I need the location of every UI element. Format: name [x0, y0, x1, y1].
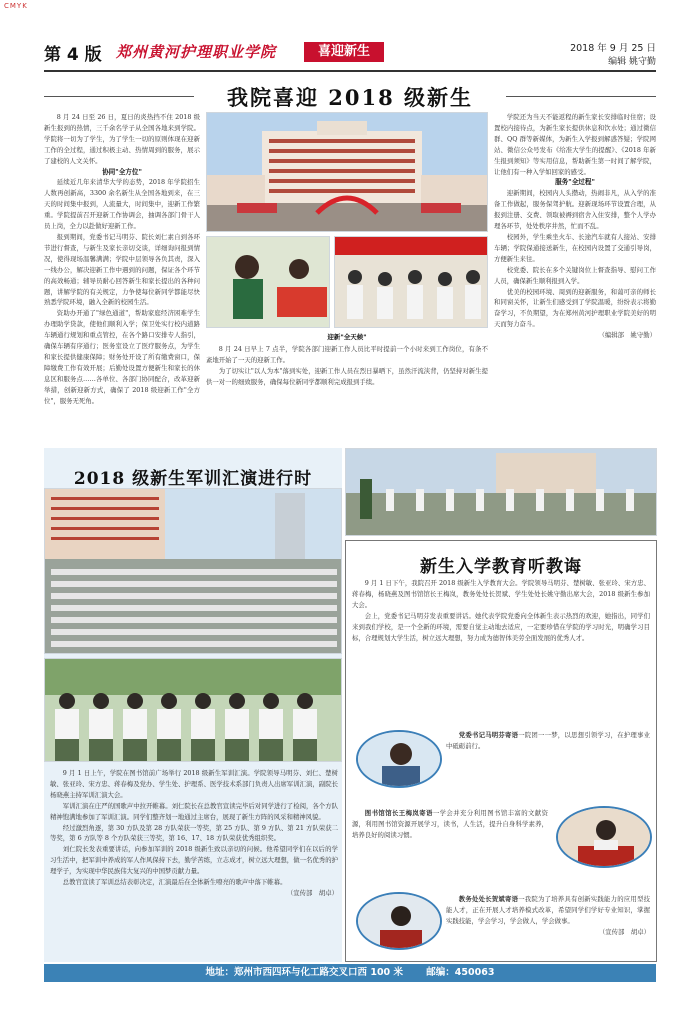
- footer-address: 地址：郑州市西四环与化工路交叉口西 100 米: [205, 967, 403, 978]
- registration-photo-2: [334, 236, 488, 328]
- welcome-paragraph: 8 月 24 日早上 7 点半，学院各部门迎新工作人员比平时提前一个小时来到工作岗位，有条不紊地开始了一天的迎新工作。: [206, 345, 488, 364]
- campus-building-illustration: [207, 113, 488, 232]
- military-salute-photo: [44, 658, 342, 762]
- drill-illustration: [346, 449, 657, 536]
- military-text: [50, 768, 338, 960]
- welcome-photo-caption: 迎新"全天候": [327, 333, 367, 341]
- page-footer: [44, 964, 656, 982]
- issue-date: 2018 年 9 月 25 日: [570, 43, 656, 54]
- military-paragraph: 经过激烈角逐，第 30 方队及第 28 方队荣获一等奖，第 25 方队、第 9 方队、第 21 方队荣获二等奖，第 6 方队等 8 个方队荣获三等奖，第 16、17、18 方队荣获优秀组织奖。: [50, 823, 338, 843]
- education-text-top: [352, 578, 650, 748]
- welcome-paragraph: 校党委、院长在多个关键岗位上督查指导、慰问工作人员，确保新生顺利报到入学。: [494, 265, 656, 285]
- welcome-paragraph: 为了切实让"以人为本"落到实处，迎新工作人员在烈日暴晒下，虽然汗流浃背，仍坚持对新生提供一对一的细致服务，确保每位新同学都顺利完成报到手续。: [206, 366, 488, 386]
- welcome-signature: （编辑部 姚守勤）: [598, 331, 656, 340]
- section-tag: 喜迎新生: [304, 42, 384, 62]
- salute-illustration: [45, 659, 342, 762]
- secretary-label: 党委书记马明芬寄语: [458, 731, 519, 739]
- education-title: 新生入学教育听教诲: [420, 557, 582, 577]
- welcome-subhead-2: 服务"全过程": [555, 178, 595, 187]
- welcome-subhead-1: 协同"全方位": [102, 167, 142, 176]
- header-divider: [44, 70, 656, 72]
- military-title: 2018 级新生军训汇演进行时: [73, 469, 313, 489]
- military-signature: （宣传部 胡卓）: [286, 888, 338, 897]
- campus-building-photo: [206, 112, 488, 232]
- main-headline: 我院喜迎 2018 级新生: [226, 85, 474, 110]
- drill-photo: [345, 448, 657, 536]
- secretary-message: [446, 730, 650, 794]
- parade-illustration: [45, 489, 342, 654]
- registration-booth-illustration: [335, 237, 488, 328]
- education-signature: （宣传部 胡卓）: [598, 927, 650, 936]
- welcome-paragraph: 报到期间，党委书记马明芬、院长刘仁素自到各环节进行督查，与新生及家长亲切交谈，详细询问报到情况，使得现场温馨满满；学院中层领导各负其责，深入一线办公，解决迎新工作中遇到的问题，保证各个环节的高效畅通；辅导员耐心回答新生和家长提出的各种问题，讲解学院的有关规定，力争使每位新同学都能尽快熟悉学院环境，融入全新的校园生活。: [44, 232, 200, 307]
- dean-label: 教务处处长贺斌寄语: [458, 895, 519, 903]
- welcome-column-right: [494, 112, 656, 440]
- title-rule-right: [506, 96, 656, 97]
- librarian-text: 一学会并充分利用图书馆丰富的文献资源，利用图书馆资源开展学习，读书，人生活，提升自身科学素养，培养良好的阅读习惯。: [352, 809, 548, 839]
- education-paragraph: 9 月 1 日下午，我院召开 2018 级新生入学教育大会。学院领导马明芬、楚树敏、张亚玲、宋方忠、蒋春梅，杨晓燕及图书馆馆长王梅岚，教务处处长贺斌、学生处处长姚守勤出席大会，2018 级新生参加大会。: [352, 579, 650, 609]
- page-number: 第 4 版: [44, 45, 102, 65]
- welcome-paragraph: 延续近几年来清华大学的态势，2018 年学院招生人数再创新高，3300 余名新生从全国各地到来，在三天的时间集中报到，人流量大，时间集中，迎新工作繁重。学院提前召开迎新工作协调会，抽调各部门骨干人员上岗，全力以赴做好迎新工作。: [44, 178, 200, 231]
- librarian-photo: [556, 806, 652, 868]
- dean-text: 一我院为了培养具有创新实践能力的应用型技能人才，正在开展人才培养模式改革，希望同学们学好专业知识，掌握实践技能，学会学习，学会做人，学会做事。: [446, 895, 650, 925]
- party-secretary-photo: [356, 730, 442, 788]
- military-paragraph: 总教官宣读了军训总结表彰决定，汇演最后在全体新生嘹亮的歌声中落下帷幕。: [62, 878, 287, 887]
- military-paragraph: 9 月 1 日上午，学院在图书馆前广场举行 2018 级新生军训汇演。学院领导马明芬、刘仁、楚树敏、张亚玲、宋方忠、蒋春梅及党办、学生处、护理系、医学技术系部门负责人出席军训汇演，副院长杨晓燕主持军训汇演大会。: [50, 769, 338, 799]
- page-editor: 编辑 姚守勤: [608, 57, 656, 67]
- registration-photo-1: [206, 236, 330, 328]
- military-paragraph: 军训汇演在庄严的国歌声中拉开帷幕。刘仁院长在总教官宣读完毕后对同学进行了检阅，各个方队精神饱满地参加了军训汇演。同学们整齐划一地通过主席台，展现了新生方阵的风采和精神风貌。: [50, 801, 338, 821]
- welcome-paragraph: 校园外，学生乘坐火车、长途汽车就有人接站、安排车辆；学院保通接送新生，在校园内设置了交通引导岗，方便新生来往。: [494, 232, 656, 263]
- librarian-label: 图书馆馆长王梅岚寄语: [364, 809, 433, 817]
- welcome-paragraph: 迎新期间，校园内人头攒动，热闹非凡，从入学的准备工作做起，服务保驾护航。迎新现场环节设置合理，从报到注册、交费、领取被褥到宿舍入住安排，整个人学办理各环节，处处秩序井然，忙而不乱。: [494, 189, 656, 231]
- military-paragraph: 刘仁院长发表重要讲话，向参加军训的 2018 级新生致以亲切的问候。他希望同学们在以后的学习生活中，把军训中养成的军人作风保持下去，勤学苦练，立志成才，树立远大理想，做一名优秀的护理学子，为实现中华民族伟大复兴的中国梦贡献力量。: [50, 845, 338, 876]
- welcome-column-left: [44, 112, 200, 440]
- registration-illustration: [207, 237, 330, 328]
- welcome-paragraph: 优美的校园环境、周到的迎新服务，和蔼可亲的师长和同窗关怀，让新生们感受到了学院温暖，纷纷表示将勤奋学习，不负期望，为在郑州黄河护理职业学院美好的明天而努力奋斗。: [494, 287, 656, 329]
- secretary-text: 一院团一一梦，以思想引领学习，在护理事业中砥砺前行。: [446, 731, 650, 750]
- dean-photo: [356, 892, 442, 950]
- page-header: [44, 38, 656, 68]
- education-paragraph: 会上，党委书记马明芬发表重要讲话。她代表学院党委向全体新生表示热烈的欢迎，她指出，同学们来到我们学校，是一个全新的环境，需要自觉主动地去适应，一定要珍惜在学院的学习时光，明确学习目标，合理规划大学生活，树立远大理想，努力成为德智体美劳全面发展的优秀人才。: [352, 611, 650, 642]
- welcome-paragraph: 资助办开通了"绿色通道"，帮助家庭经济困难学生办理助学贷款，使他们顺利入学；保卫处实行校内道路车辆通行规划和重点管控，在各个路口安排专人指引，确保车辆有序通行；医务室设立了医疗服务点，为学生和家长提供健康保障；财务处开设了所有缴费窗口，保障缴费工作有效开展；后勤处设置方便新生和家长的休息区和服务点……各单位、各部门协同配合，改革迎新举措，创新迎新方式，确保了 2018 级迎新工作"全方位"，服务无死角。: [44, 309, 200, 405]
- welcome-paragraph: 学院还为当天不能返程的新生家长安排临时住宿；设置校内接待点，为新生家长提供休息和饮水处；通过微信群、QQ 群等新媒体，为新生入学报到解惑答疑；学院网站、微信公众号发布《给准大学生的提醒》、《2018 年新生报到须知》等实用信息，帮助新生第一时间了解学院，让他们有一种入学如回家的感受。: [494, 113, 656, 176]
- welcome-intro: 8 月 24 日至 26 日，夏日的炎热挡不住 2018 级新生报到的热情，三千余名学子从全国各地来到学院。学院将一切为了学生，为了学生一切的原则体现在迎新工作的全过程，通过积极主动、热情周到的服务，展示了建校的人文关怀。: [44, 113, 200, 165]
- welcome-column-center: [206, 344, 488, 440]
- footer-postcode: 邮编：450063: [426, 967, 495, 978]
- school-logo-text: 郑州黄河护理职业学院: [116, 43, 277, 61]
- dean-message: [446, 894, 650, 958]
- military-parade-photo: [44, 488, 342, 654]
- print-marker: CMYK: [4, 2, 28, 10]
- librarian-message: [352, 808, 548, 892]
